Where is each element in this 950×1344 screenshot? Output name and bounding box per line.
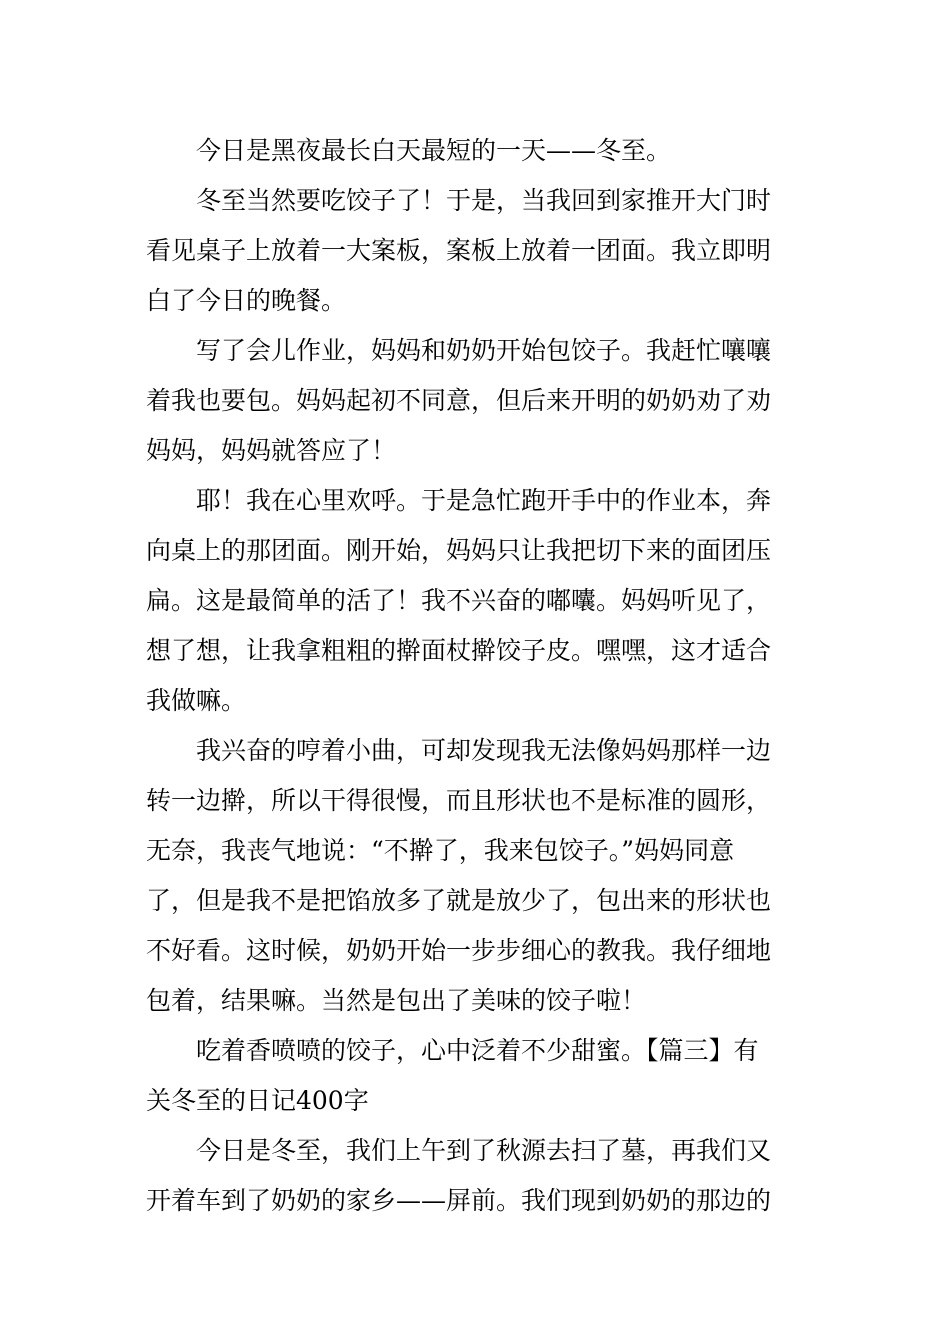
text-line: 想了想，让我拿粗粗的擀面杖擀饺子皮。嘿嘿，这才适合 bbox=[146, 636, 772, 665]
text-line: 转一边擀，所以干得很慢，而且形状也不是标准的圆形， bbox=[146, 786, 772, 815]
text-line: 耶！我在心里欢呼。于是急忙跑开手中的作业本，奔 bbox=[196, 486, 772, 515]
text-line: 向桌上的那团面。刚开始，妈妈只让我把切下来的面团压 bbox=[146, 536, 772, 565]
text-line: 吃着香喷喷的饺子，心中泛着不少甜蜜。【篇三】有 bbox=[196, 1036, 759, 1065]
diary-text bbox=[146, 126, 810, 1226]
text-line: 妈妈，妈妈就答应了！ bbox=[146, 436, 397, 465]
text-line: 我兴奋的哼着小曲，可却发现我无法像妈妈那样一边 bbox=[196, 736, 772, 765]
text-line: 包着，结果嘛。当然是包出了美味的饺子啦！ bbox=[146, 986, 647, 1015]
text-line: 冬至当然要吃饺子了！于是，当我回到家推开大门时 bbox=[196, 186, 772, 215]
text-line: 着我也要包。妈妈起初不同意，但后来开明的奶奶劝了劝 bbox=[146, 386, 772, 415]
text-line: 无奈，我丧气地说：“不擀了，我来包饺子。”妈妈同意 bbox=[146, 836, 735, 865]
text-line: 看见桌子上放着一大案板，案板上放着一团面。我立即明 bbox=[146, 236, 772, 265]
text-line: 开着车到了奶奶的家乡——屏前。我们现到奶奶的那边的 bbox=[146, 1186, 772, 1215]
text-line: 不好看。这时候，奶奶开始一步步细心的教我。我仔细地 bbox=[146, 936, 772, 965]
text-line: 关冬至的日记400字 bbox=[146, 1086, 369, 1115]
text-line: 白了今日的晚餐。 bbox=[146, 286, 347, 315]
text-line: 了，但是我不是把馅放多了就是放少了，包出来的形状也 bbox=[146, 886, 772, 915]
text-line: 今日是黑夜最长白天最短的一天——冬至。 bbox=[196, 136, 672, 165]
text-line: 扁。这是最简单的活了！我不兴奋的嘟囔。妈妈听见了， bbox=[146, 586, 772, 615]
text-line: 我做嘛。 bbox=[146, 686, 247, 715]
text-line: 今日是冬至，我们上午到了秋源去扫了墓，再我们又 bbox=[196, 1136, 772, 1165]
text-line: 写了会儿作业，妈妈和奶奶开始包饺子。我赶忙嚷嚷 bbox=[196, 336, 772, 365]
